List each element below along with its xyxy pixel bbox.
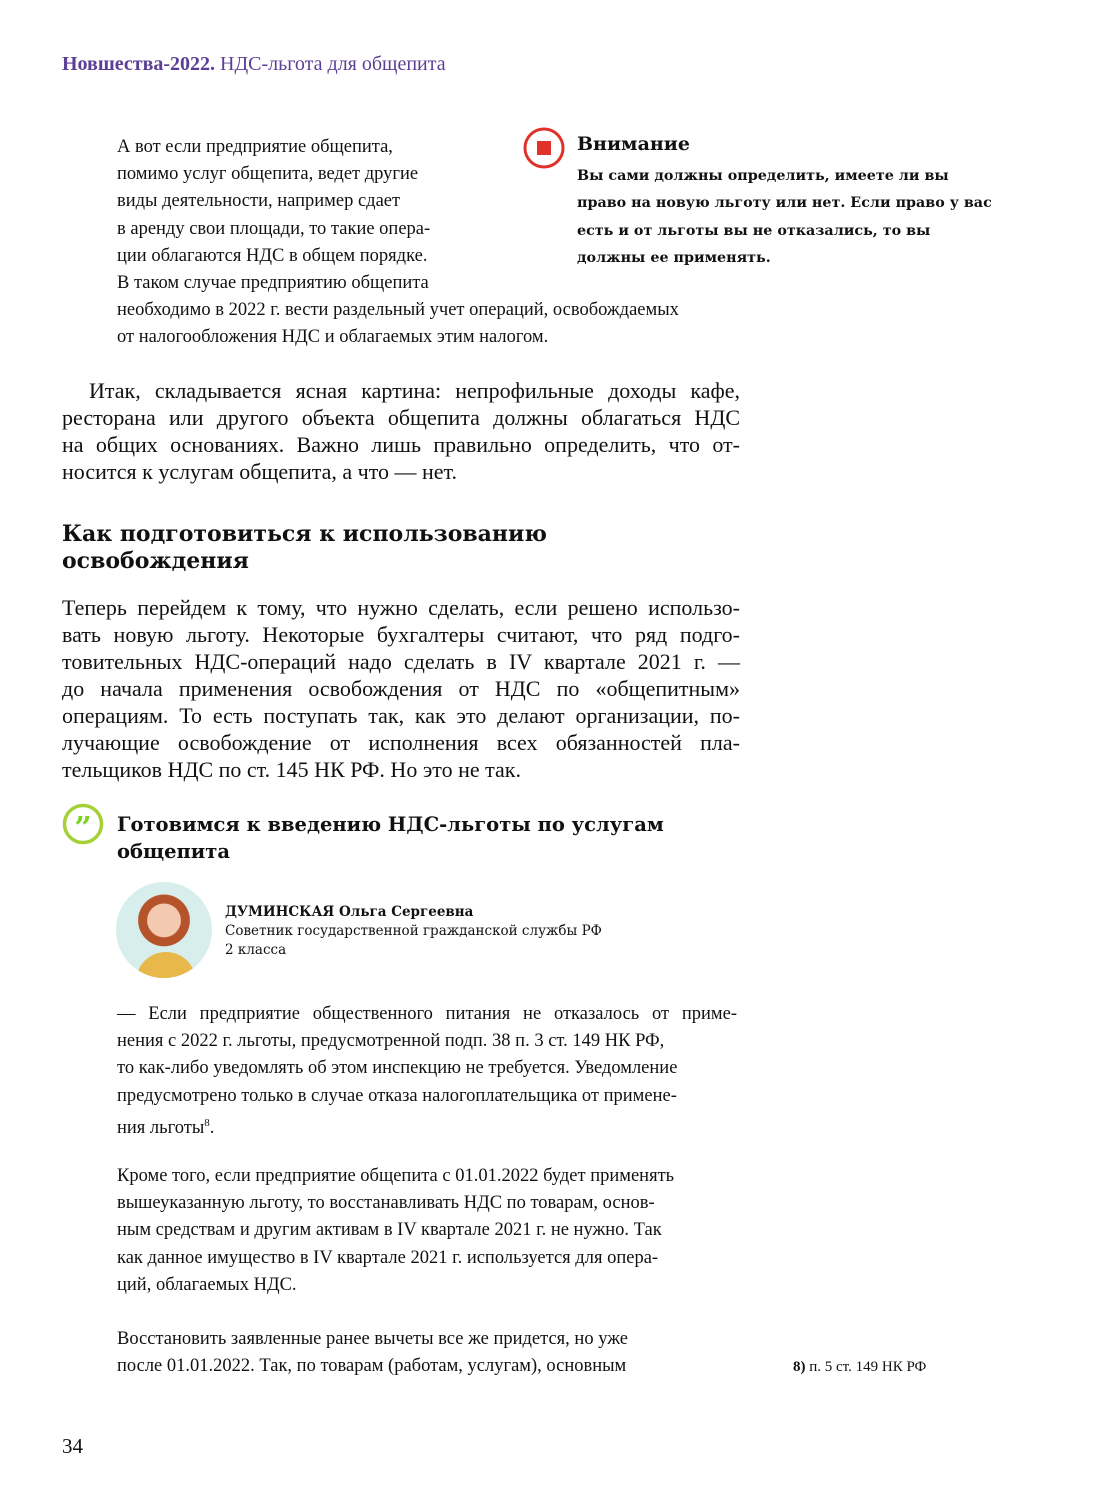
footnote: [793, 1359, 926, 1376]
text-line: носится к услугам общепита, а что — нет.: [62, 459, 458, 484]
author-name: ДУМИНСКАЯ Ольга Сергеевна: [225, 904, 474, 920]
text-line: В таком случае предприятию общепита: [117, 273, 429, 294]
text-line: Восстановить заявленные ранее вычеты все же придется, но уже: [117, 1329, 628, 1349]
author-avatar: [116, 882, 212, 978]
author-role: 2 класса: [225, 942, 287, 958]
text-line: от налогообложения НДС и облагаемых этим налогом.: [117, 327, 549, 348]
warning-title: Внимание: [577, 133, 690, 155]
running-header: [62, 53, 446, 76]
paragraph-1: [62, 377, 740, 485]
text-line: ресторана или другого объекта общепита должны облагаться НДС: [62, 405, 740, 430]
text-line: нения с 2022 г. льготы, предусмотренной подп. 38 п. 3 ст. 149 НК РФ,: [117, 1031, 665, 1052]
text-line: должны ее применять.: [577, 249, 771, 266]
text-line: необходимо в 2022 г. вести раздельный учет операций, освобождаемых: [117, 300, 679, 321]
text-line: ции облагаются НДС в общем порядке.: [117, 245, 428, 266]
heading-line: освобождения: [62, 548, 249, 574]
svg-text:”: ”: [74, 811, 92, 846]
text-line: тельщиков НДС по ст. 145 НК РФ. Но это не так.: [62, 757, 521, 782]
text-line: то как-либо уведомлять об этом инспекцию не требуется. Уведомление: [117, 1058, 678, 1079]
quote-title: [117, 811, 664, 865]
text-line: Кроме того, если предприятие общепита с 01.01.2022 будет применять: [117, 1166, 675, 1186]
header-section: Новшества-2022.: [62, 53, 216, 75]
page-number: 34: [62, 1434, 83, 1458]
text-line: товительных НДС-операций надо сделать в IV квартале 2021 г. —: [62, 649, 740, 674]
paragraph-2: [62, 594, 740, 783]
text-line: вать новую льготу. Некоторые бухгалтеры считают, что ряд подго-: [62, 622, 740, 647]
text-line: ций, облагаемых НДС.: [117, 1274, 297, 1295]
header-title: НДС-льгота для общепита: [220, 53, 446, 75]
footnote-number: 8): [793, 1359, 806, 1375]
text-line: виды деятельности, например сдает: [117, 191, 401, 212]
text-line: — Если предприятие общественного питания не отказалось от приме-: [117, 1004, 737, 1024]
quote-paragraph-3: [117, 1326, 628, 1380]
author-role: Советник государственной гражданской службы РФ: [225, 923, 602, 939]
text-line: после 01.01.2022. Так, по товарам (работам, услугам), основным: [117, 1356, 627, 1377]
text-line: как данное имущество в IV квартале 2021 г. используется для опера-: [117, 1247, 659, 1268]
warning-text: [577, 163, 992, 272]
author-info: [225, 903, 602, 960]
text-line: помимо услуг общепита, ведет другие: [117, 164, 419, 185]
warning-stop-icon: [522, 126, 566, 170]
quote-icon: [62, 803, 106, 847]
footnote-text: п. 5 ст. 149 НК РФ: [809, 1359, 927, 1375]
text-line: предусмотрено только в случае отказа налогоплательщика от примене-: [117, 1085, 677, 1106]
text-line: А вот если предприятие общепита,: [117, 137, 393, 157]
text-line: Итак, складывается ясная картина: непрофильные доходы кафе,: [89, 378, 740, 403]
text-line: вышеуказанную льготу, то восстанавливать НДС по товарам, основ-: [117, 1193, 655, 1214]
heading-line: Готовимся к введению НДС-льготы по услугам: [117, 813, 664, 836]
quote-paragraph-1: — Если предприятие общественного питания не отказалось от приме- нения с 2022 г. льготы, предусмотренной подп. 38 п. 3 ст. 149 НК РФ, то как-либо уведомлять об этом инспекцию не требуется. Уведомление предусмотрено только в случае отказа налогоплательщика от примене- ния льготы$^8$.: [117, 1001, 737, 1142]
text-line: в аренду свои площади, то такие опера-: [117, 218, 431, 239]
heading-line: общепита: [117, 840, 230, 863]
text-line: Теперь перейдем к тому, что нужно сделать, если решено использо-: [62, 595, 740, 620]
text-line: на общих основаниях. Важно лишь правильно определить, что от-: [62, 432, 740, 457]
text-line: Вы сами должны определить, имеете ли вы: [577, 168, 949, 184]
text-line: до начала применения освобождения от НДС по «общепитным»: [62, 676, 740, 701]
text-line: есть и от льготы вы не отказались, то вы: [577, 222, 931, 239]
text-line: лучающие освобождение от исполнения всех обязанностей пла-: [62, 730, 740, 755]
footnote-ref[interactable]: 8: [204, 1116, 210, 1129]
text-line: операциям. То есть поступать так, как это делают организации, по-: [62, 703, 740, 728]
quote-paragraph-2: [117, 1163, 674, 1299]
heading-line: Как подготовиться к использованию: [62, 521, 547, 547]
text-line: ния льготы: [117, 1117, 205, 1138]
section-heading: [62, 521, 547, 575]
text-line: ным средствам и другим активам в IV квартале 2021 г. не нужно. Так: [117, 1220, 662, 1241]
text-line: право на новую льготу или нет. Если право у вас: [577, 195, 992, 212]
